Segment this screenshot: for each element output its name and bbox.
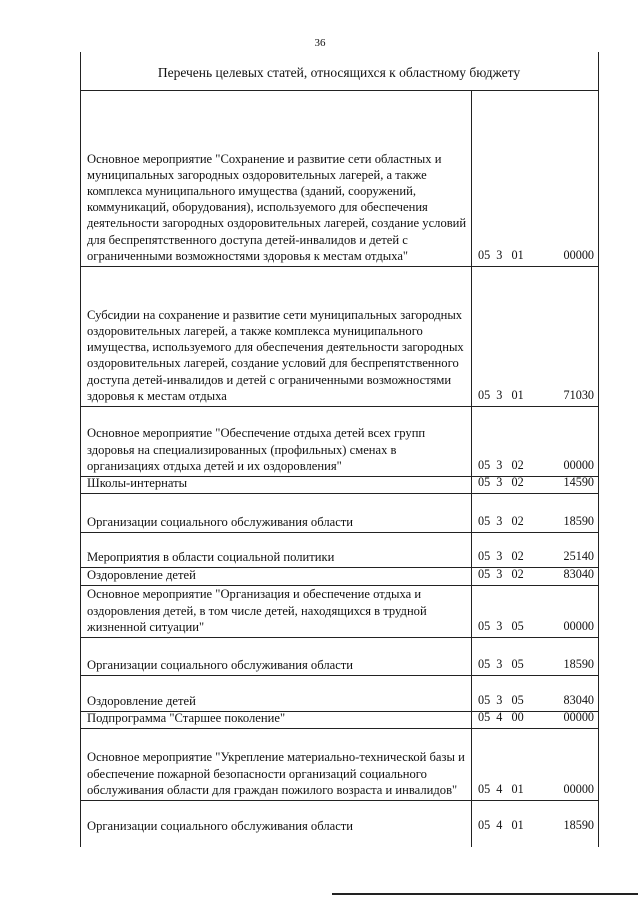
table-row [80,567,598,585]
page-number: 36 [314,37,326,49]
row-target: 00000 [563,710,594,724]
row-code: 05 4 01 [478,818,524,832]
table-row [80,266,598,406]
table-row [80,493,598,532]
table-row [80,711,598,728]
table-row [80,675,598,711]
row-name: Оздоровление детей [87,693,196,708]
row-target: 18590 [563,514,594,528]
row-target: 00000 [563,458,594,472]
row-target: 00000 [563,619,594,633]
row-name: Школы-интернаты [87,475,188,490]
row-name: Основное мероприятие "Сохранение и развитие сети областных и муниципальных загородных оздоровительных лагерей, а также комплекса муниципального имущества (зданий, сооружений, коммуникаций, оборудования), используемого для обеспечения деятельности загородных оздоровительных лагерей, создание условий для беспрепятственного доступа детей-инвалидов и детей с ограниченными возможностями здоровья к местам отдыха" [87,151,467,263]
row-target: 18590 [563,818,594,832]
row-code: 05 3 02 [478,549,524,563]
row-name: Субсидии на сохранение и развитие сети муниципальных загородных оздоровительных лагерей, а также комплекса муниципального имущества, используемого для обеспечения деятельности загородных оздоровительных лагерей, создание условий для беспрепятственного доступа детей-инвалидов и детей с ограниченными возможностями здоровья к местам отдыха [87,307,464,403]
row-code: 05 4 00 [478,710,524,724]
row-name: Мероприятия в области социальной политики [87,549,335,564]
table-right-border [598,52,599,847]
row-target: 00000 [563,248,594,262]
row-target: 18590 [563,657,594,671]
table-title: Перечень целевых статей, относящихся к областному бюджету [157,65,521,80]
row-code: 05 3 05 [478,619,524,633]
row-name: Оздоровление детей [87,567,196,582]
row-code: 05 3 05 [478,693,524,707]
row-target: 25140 [563,549,594,563]
row-name: Основное мероприятие "Обеспечение отдыха детей всех групп здоровья на специализированных (профильных) сменах в организациях отдыха детей и их оздоровления" [87,426,426,473]
row-target: 00000 [563,782,594,796]
row-target: 14590 [563,475,594,489]
row-target: 83040 [563,693,594,707]
row-target: 71030 [563,388,594,402]
table-row [80,532,598,567]
table-row [80,728,598,800]
row-name: Организации социального обслуживания области [87,514,354,529]
table-header [80,52,598,90]
row-name: Основное мероприятие "Укрепление материально-технической базы и обеспечение пожарной безопасности организаций социального обслуживания области для граждан пожилого возраста и инвалидов" [87,750,465,797]
row-code: 05 3 02 [478,458,524,472]
row-code: 05 3 02 [478,514,524,528]
row-name: Основное мероприятие "Организация и обеспечение отдыха и оздоровления детей, в том числе детей, находящихся в трудной жизненной ситуации" [87,587,427,634]
bottom-rule [332,893,638,895]
row-code: 05 3 02 [478,475,524,489]
table-row [80,476,598,493]
table-row [80,637,598,675]
row-code: 05 3 01 [478,248,524,262]
row-code: 05 3 05 [478,657,524,671]
row-code: 05 3 01 [478,388,524,402]
row-code: 05 4 01 [478,782,524,796]
row-code: 05 3 02 [478,567,524,581]
budget-table [80,52,602,847]
row-name: Подпрограмма "Старшее поколение" [87,710,286,725]
table-row [80,800,598,836]
table-row [80,585,598,637]
row-target: 83040 [563,567,594,581]
table-row [80,406,598,476]
row-name: Организации социального обслуживания области [87,657,354,672]
row-name: Организации социального обслуживания области [87,818,354,833]
table-row [80,90,598,266]
